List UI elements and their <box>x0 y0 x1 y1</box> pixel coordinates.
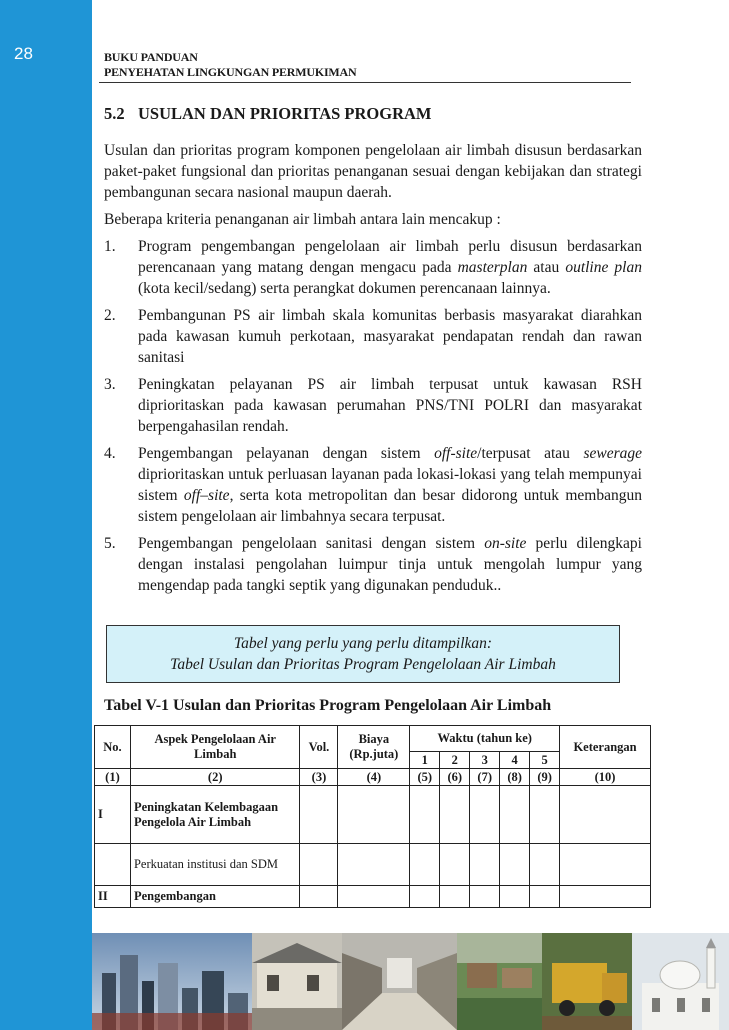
row-cell <box>338 786 410 844</box>
row-cell <box>530 886 560 908</box>
section-heading <box>104 103 642 124</box>
slum-alley-photo <box>342 933 457 1030</box>
list-item <box>104 443 642 527</box>
table-header-row <box>95 726 651 752</box>
list-text: Pengembangan pengelolaan sanitasi dengan sistem <box>138 535 485 552</box>
list-text: , serta kota metropolitan dan besar didorong untuk membangun sistem pengelolaan air limbahnya secara terpusat. <box>138 487 642 525</box>
row-cell <box>410 786 440 844</box>
criteria-lead: Beberapa kriteria penanganan air limbah antara lain mencakup : <box>104 211 501 228</box>
list-item <box>104 236 642 299</box>
list-text: Pengembangan pelayanan dengan sistem <box>138 445 435 462</box>
row-cell <box>300 886 338 908</box>
row-cell <box>338 844 410 886</box>
callout-box <box>106 625 620 683</box>
row-cell <box>500 886 530 908</box>
table-row <box>95 844 651 886</box>
list-italic: masterplan <box>457 259 528 276</box>
row-aspek: Perkuatan institusi dan SDM <box>130 844 300 886</box>
list-marker: 5. <box>104 535 116 552</box>
footer-photo-strip <box>92 933 729 1030</box>
header-vol: Vol. <box>300 726 338 769</box>
row-cell <box>530 844 560 886</box>
list-text: (kota kecil/sedang) serta perangkat dokumen perencanaan lainnya. <box>138 280 551 297</box>
row-cell <box>338 886 410 908</box>
col-number: (10) <box>560 769 651 786</box>
callout-line-1: Tabel yang perlu yang perlu ditampilkan: <box>233 635 493 652</box>
year-cell: 2 <box>440 752 470 769</box>
year-cell: 3 <box>470 752 500 769</box>
program-table <box>94 725 651 908</box>
row-no: I <box>95 786 131 844</box>
row-cell <box>300 786 338 844</box>
col-number: (7) <box>470 769 500 786</box>
col-number: (8) <box>500 769 530 786</box>
col-number: (1) <box>95 769 131 786</box>
list-italic: off-site <box>434 445 478 462</box>
row-cell <box>440 844 470 886</box>
year-cell: 5 <box>530 752 560 769</box>
col-number: (3) <box>300 769 338 786</box>
mosque-photo <box>632 933 729 1030</box>
col-number: (5) <box>410 769 440 786</box>
row-cell <box>470 786 500 844</box>
header-waktu: Waktu (tahun ke) <box>410 726 560 752</box>
row-cell <box>470 886 500 908</box>
main-content <box>104 103 642 602</box>
list-italic: outline plan <box>565 259 642 276</box>
list-text: Program pengembangan pengelolaan air limbah perlu disusun berdasarkan perencanaan yang matang dengan mengacu pada <box>138 238 642 276</box>
list-item <box>104 374 642 437</box>
page-number: 28 <box>14 44 33 63</box>
row-no <box>95 844 131 886</box>
criteria-list <box>104 236 642 596</box>
table-row <box>95 886 651 908</box>
list-marker: 4. <box>104 445 116 462</box>
header-biaya: Biaya (Rp.juta) <box>338 726 410 769</box>
list-italic: on-site <box>484 535 527 552</box>
row-cell <box>530 786 560 844</box>
table-title: Tabel V-1 Usulan dan Prioritas Program Pengelolaan Air Limbah <box>104 697 552 714</box>
list-text: diprioritaskan untuk perluasan layanan pada lokasi-lokasi yang telah mempunyai sistem <box>138 466 642 504</box>
row-cell <box>410 886 440 908</box>
list-marker: 2. <box>104 307 116 324</box>
row-aspek: Pengembangan <box>130 886 300 908</box>
garbage-truck-photo <box>542 933 632 1030</box>
row-cell <box>560 786 651 844</box>
row-cell <box>500 844 530 886</box>
list-text: Pembangunan PS air limbah skala komunitas berbasis masyarakat diarahkan pada kawasan kumuh perkotaan, masyarakat pendapatan rendah dan rawan sanitasi <box>138 307 642 366</box>
list-item <box>104 533 642 596</box>
list-text: atau <box>527 259 566 276</box>
list-text: /terpusat atau <box>477 445 584 462</box>
table-row <box>95 786 651 844</box>
list-italic: sewerage <box>583 445 642 462</box>
row-cell <box>470 844 500 886</box>
row-cell <box>560 886 651 908</box>
row-cell <box>500 786 530 844</box>
year-cell: 4 <box>500 752 530 769</box>
row-no: II <box>95 886 131 908</box>
table-column-number-row <box>95 769 651 786</box>
col-number: (9) <box>530 769 560 786</box>
header-rule <box>99 82 631 83</box>
callout-line-2: Tabel Usulan dan Prioritas Program Pengelolaan Air Limbah <box>170 656 556 673</box>
left-accent-bar <box>0 0 92 1030</box>
list-text: Peningkatan pelayanan PS air limbah terpusat untuk kawasan RSH diprioritaskan pada kawasan perumahan PNS/TNI POLRI dan masyarakat berpengahasilan rendah. <box>138 376 642 435</box>
row-aspek: Peningkatan Kelembagaan Pengelola Air Limbah <box>130 786 300 844</box>
row-cell <box>440 886 470 908</box>
city-skyline-photo <box>92 933 252 1030</box>
header-line-1: BUKU PANDUAN <box>104 50 198 64</box>
header-no: No. <box>95 726 131 769</box>
intro-paragraph: Usulan dan prioritas program komponen pengelolaan air limbah disusun berdasarkan paket-paket fungsional dan prioritas penanganan sesuai dengan kebijakan dan strategi pembangunan secara nasional maupun daerah. <box>104 142 642 201</box>
list-italic: off–site <box>183 487 230 504</box>
year-cell: 1 <box>410 752 440 769</box>
col-number: (4) <box>338 769 410 786</box>
col-number: (6) <box>440 769 470 786</box>
header-keterangan: Keterangan <box>560 726 651 769</box>
section-number: 5.2 <box>104 104 125 123</box>
header-line-2: PENYEHATAN LINGKUNGAN PERMUKIMAN <box>104 65 357 79</box>
col-number: (2) <box>130 769 300 786</box>
section-title: USULAN DAN PRIORITAS PROGRAM <box>138 104 432 123</box>
footer-accent-block <box>0 933 92 1030</box>
river-settlement-photo <box>457 933 542 1030</box>
list-item <box>104 305 642 368</box>
row-cell <box>410 844 440 886</box>
list-marker: 1. <box>104 238 116 255</box>
row-cell <box>300 844 338 886</box>
running-header <box>104 50 357 80</box>
housing-photo <box>252 933 342 1030</box>
row-cell <box>560 844 651 886</box>
header-aspek: Aspek Pengelolaan Air Limbah <box>130 726 300 769</box>
row-cell <box>440 786 470 844</box>
list-marker: 3. <box>104 376 116 393</box>
list-text: perlu dilengkapi dengan instalasi pengolahan luimpur tinja untuk mengolah lumpur yang mengendap pada tangki septik yang digunakan penduduk.. <box>138 535 642 594</box>
